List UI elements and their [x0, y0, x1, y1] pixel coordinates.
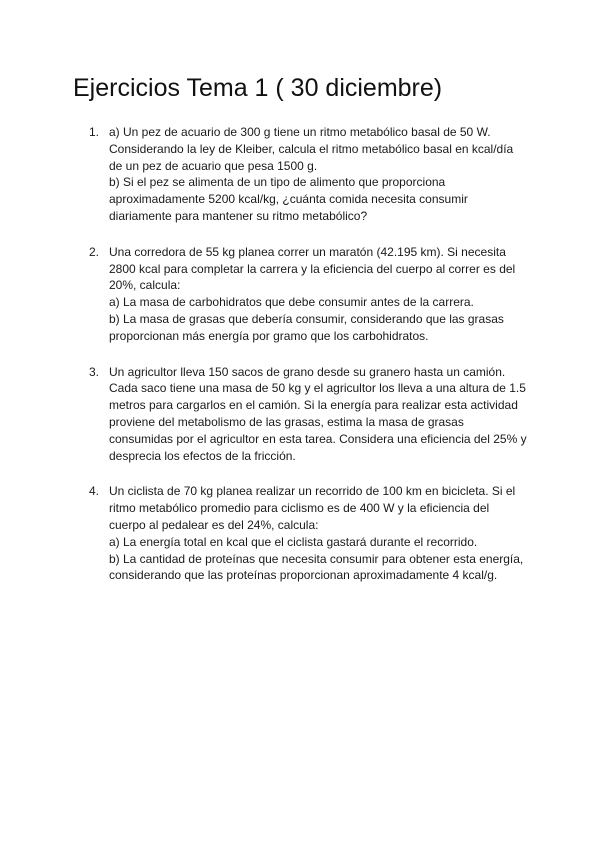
exercise-text-line: considerando que las proteínas proporcionan aproximadamente 4 kcal/g. [109, 568, 498, 583]
exercise-text-line: diariamente para mantener su ritmo metabólico? [109, 208, 368, 223]
exercise-text-line: a) Un pez de acuario de 300 g tiene un ritmo metabólico basal de 50 W. [109, 125, 491, 139]
exercise-text-line: Cada saco tiene una masa de 50 kg y el agricultor los lleva a una altura de 1.5 [109, 381, 526, 396]
exercise-text-line: b) La cantidad de proteínas que necesita consumir para obtener esta energía, [109, 551, 524, 566]
exercise-text-line: b) La masa de grasas que debería consumir, considerando que las grasas [109, 311, 504, 326]
exercise-text-line: proviene del metabolismo de las grasas, estima la masa de grasas [109, 414, 464, 429]
exercise-text-line: metros para cargarlos en el camión. Si la energía para realizar esta actividad [109, 398, 518, 413]
exercise-text-line: a) La masa de carbohidratos que debe consumir antes de la carrera. [109, 295, 474, 310]
exercise-number: 3. [89, 364, 100, 379]
exercise-item-3 [89, 364, 539, 465]
exercise-text-line: de un pez de acuario que pesa 1500 g. [109, 158, 318, 173]
exercise-text-line: Considerando la ley de Kleiber, calcula el ritmo metabólico basal en kcal/día [109, 141, 514, 156]
exercise-text-line: Una corredora de 55 kg planea correr un maratón (42.195 km). Si necesita [109, 244, 506, 259]
exercise-item-2 [89, 244, 539, 345]
page-title: Ejercicios Tema 1 ( 30 diciembre) [73, 74, 443, 102]
exercise-number: 1. [89, 125, 100, 139]
exercise-text-line: proporcionan más energía por gramo que los carbohidratos. [109, 328, 429, 343]
exercise-text-line: aproximadamente 5200 kcal/kg, ¿cuánta comida necesita consumir [109, 192, 468, 207]
exercise-text-line: Un ciclista de 70 kg planea realizar un recorrido de 100 km en bicicleta. Si el [109, 484, 516, 499]
exercise-item-4 [89, 483, 539, 584]
exercise-number: 4. [89, 484, 100, 499]
exercise-text-line: Un agricultor lleva 150 sacos de grano desde su granero hasta un camión. [109, 364, 506, 379]
exercise-text-line: cuerpo al pedalear es del 24%, calcula: [109, 517, 319, 532]
exercise-text-line: a) La energía total en kcal que el ciclista gastará durante el recorrido. [109, 534, 478, 549]
exercise-text-line: b) Si el pez se alimenta de un tipo de alimento que proporciona [109, 175, 446, 190]
exercise-text-line: 20%, calcula: [109, 278, 181, 293]
exercise-text-line: 2800 kcal para completar la carrera y la eficiencia del cuerpo al correr es del [109, 261, 516, 276]
exercise-item-1 [89, 124, 539, 225]
exercise-text-line: consumidas por el agricultor en esta tarea. Considera una eficiencia del 25% y [109, 431, 527, 446]
exercise-number: 2. [89, 244, 100, 259]
exercise-list [89, 124, 539, 603]
exercise-text-line: ritmo metabólico promedio para ciclismo es de 400 W y la eficiencia del [109, 501, 490, 516]
exercise-text-line: desprecia los efectos de la fricción. [109, 448, 296, 463]
